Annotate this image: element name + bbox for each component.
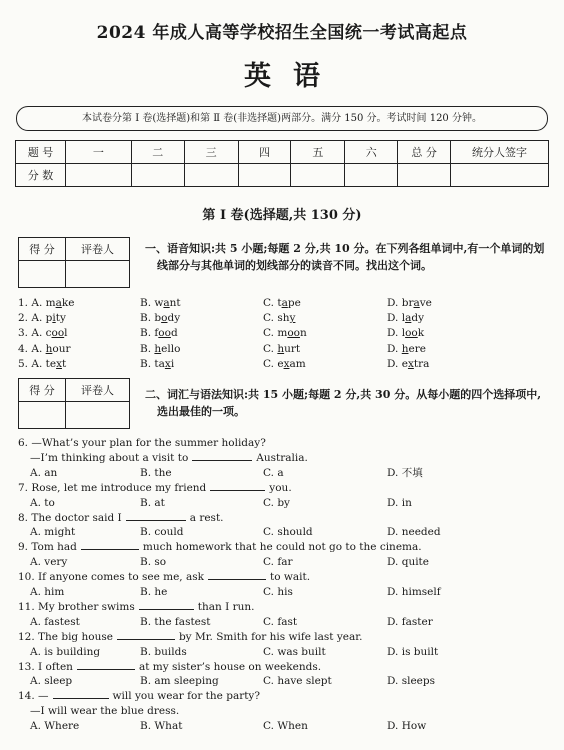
question-stem: —I will wear the blue dress. [30, 705, 180, 718]
option-choice[interactable]: B. hello [140, 342, 181, 355]
option-choice[interactable]: A. very [30, 556, 68, 569]
part2-heading: 二、词汇与语法知识:共 15 小题;每题 2 分,共 30 分。从每小题的四个选择项中,选出最佳的一项。 [145, 388, 542, 418]
score-cell[interactable] [131, 164, 184, 187]
answer-blank[interactable] [53, 689, 109, 699]
grader-score-label: 得 分 [19, 238, 66, 261]
option-choice[interactable]: 3. A. cool [18, 327, 68, 340]
option-choice[interactable]: C. should [263, 526, 313, 539]
score-cell[interactable] [291, 164, 345, 187]
option-choice[interactable]: B. body [140, 312, 181, 325]
option-choice[interactable]: B. the fastest [140, 615, 211, 628]
column-header: 总 分 [398, 141, 451, 164]
option-choice[interactable]: 5. A. text [18, 357, 67, 370]
option-choice[interactable]: D. 不填 [387, 466, 423, 479]
option-choice[interactable]: 2. A. pity [18, 312, 66, 325]
option-choice[interactable]: A. fastest [30, 615, 80, 628]
option-choice[interactable]: D. extra [387, 357, 430, 370]
option-choice[interactable]: A. Where [30, 720, 80, 733]
grader-score-cell[interactable] [19, 402, 66, 429]
column-header: 三 [184, 141, 238, 164]
question-number-label: 题 号 [16, 141, 66, 164]
option-choice[interactable]: C. hurt [263, 342, 301, 355]
grader-box [18, 237, 130, 288]
answer-blank[interactable] [126, 511, 186, 521]
option-choice[interactable]: A. might [30, 526, 76, 539]
option-choice[interactable]: 4. A. hour [18, 342, 71, 355]
score-cell[interactable] [345, 164, 398, 187]
option-choice[interactable]: B. could [140, 526, 184, 539]
option-choice[interactable]: C. far [263, 556, 293, 569]
option-choice[interactable]: D. lady [387, 312, 425, 325]
section-title: 第 Ⅰ 卷(选择题,共 130 分) [202, 208, 362, 223]
question-stem: 7. Rose, let me introduce my friend you. [18, 481, 292, 494]
option-choice[interactable]: D. brave [387, 297, 432, 309]
option-choice[interactable]: B. taxi [140, 357, 175, 370]
option-choice[interactable]: B. What [140, 720, 183, 733]
option-choice[interactable]: D. sleeps [387, 675, 436, 688]
question-stem: 10. If anyone comes to see me, ask to wait. [18, 571, 311, 584]
question-stem: 12. The big house by Mr. Smith for his wife last year. [18, 630, 363, 643]
option-choice[interactable]: B. he [140, 586, 168, 598]
option-choice[interactable]: A. is building [30, 645, 101, 658]
exam-notice: 本试卷分第 Ⅰ 卷(选择题)和第 Ⅱ 卷(非选择题)两部分。满分 150 分。考试时间 120 分钟。 [16, 106, 548, 131]
option-choice[interactable]: B. the [140, 466, 172, 479]
score-label: 分 数 [16, 164, 66, 187]
option-choice[interactable]: A. sleep [30, 675, 73, 688]
option-choice[interactable]: D. in [387, 496, 412, 509]
option-choice[interactable]: B. so [140, 556, 167, 569]
column-header: 四 [238, 141, 291, 164]
option-choice[interactable]: C. fast [263, 615, 298, 628]
column-header: 一 [65, 141, 131, 164]
option-choice[interactable]: B. am sleeping [140, 675, 219, 688]
signature-header: 统分人签字 [451, 141, 549, 164]
exam-title: 2024 年成人高等学校招生全国统一考试高起点 [96, 23, 468, 43]
score-cell[interactable] [184, 164, 238, 187]
option-choice[interactable]: C. a [263, 466, 284, 479]
option-choice[interactable]: C. tape [263, 297, 301, 309]
question-stem: —I’m thinking about a visit to Australia. [30, 451, 308, 464]
part1-heading: 一、语音知识:共 5 小题;每题 2 分,共 10 分。在下列各组单词中,有一个单词的划线部分与其他单词的划线部分的读音不同。找出这个词。 [145, 242, 545, 272]
option-choice[interactable]: B. builds [140, 645, 187, 658]
answer-blank[interactable] [208, 570, 266, 580]
score-cell[interactable] [398, 164, 451, 187]
grader-box [18, 378, 130, 429]
column-header: 二 [131, 141, 184, 164]
option-choice[interactable]: D. quite [387, 556, 429, 569]
subject-title: 英语 [244, 61, 342, 92]
grader-score-cell[interactable] [19, 261, 66, 288]
question-stem: 6. —What’s your plan for the summer holiday? [18, 437, 266, 449]
question-stem: 8. The doctor said I a rest. [18, 511, 224, 524]
option-choice[interactable]: C. When [263, 720, 308, 733]
option-choice[interactable]: A. him [30, 586, 65, 598]
grader-name-label: 评卷人 [66, 238, 130, 261]
score-table [15, 140, 549, 187]
option-choice[interactable]: A. an [30, 466, 58, 479]
grader-name-cell[interactable] [66, 402, 130, 429]
answer-blank[interactable] [210, 481, 265, 491]
grader-name-cell[interactable] [66, 261, 130, 288]
score-table-score-row [16, 164, 549, 187]
column-header: 五 [291, 141, 345, 164]
option-choice[interactable]: C. have slept [263, 675, 332, 688]
grader-name-label: 评卷人 [66, 379, 130, 402]
question-stem: 11. My brother swims than I run. [18, 600, 255, 613]
option-choice[interactable]: C. his [263, 586, 293, 598]
option-choice[interactable]: B. want [140, 297, 181, 309]
option-choice[interactable]: D. needed [387, 526, 441, 539]
option-choice[interactable]: C. by [263, 496, 290, 509]
option-choice[interactable]: C. moon [263, 327, 307, 340]
option-choice[interactable]: C. shy [263, 312, 296, 325]
score-cell[interactable] [238, 164, 291, 187]
signature-cell[interactable] [451, 164, 549, 187]
option-choice[interactable]: C. exam [263, 357, 306, 370]
question-stem: 9. Tom had much homework that he could not go to the cinema. [18, 541, 422, 554]
answer-blank[interactable] [117, 630, 175, 640]
score-table-header-row [16, 141, 549, 164]
option-choice[interactable]: A. to [30, 496, 55, 509]
answer-blank[interactable] [81, 540, 139, 550]
option-choice[interactable]: D. himself [387, 586, 441, 598]
option-choice[interactable]: D. faster [387, 615, 433, 628]
option-choice[interactable]: 1. A. make [18, 297, 75, 309]
answer-blank[interactable] [192, 451, 252, 461]
option-choice[interactable]: C. was built [263, 645, 326, 658]
option-choice[interactable]: B. food [140, 327, 178, 340]
answer-blank[interactable] [139, 600, 194, 610]
grader-score-label: 得 分 [19, 379, 66, 402]
question-stem: 13. I often at my sister’s house on weekends. [18, 660, 322, 673]
score-cell[interactable] [65, 164, 131, 187]
option-choice[interactable]: D. is built [387, 645, 439, 658]
option-choice[interactable]: D. here [387, 342, 426, 355]
option-choice[interactable]: D. How [387, 720, 427, 733]
answer-blank[interactable] [77, 660, 135, 670]
option-choice[interactable]: B. at [140, 496, 165, 509]
question-stem: 14. — will you wear for the party? [18, 690, 260, 703]
option-choice[interactable]: D. look [387, 327, 425, 340]
column-header: 六 [345, 141, 398, 164]
